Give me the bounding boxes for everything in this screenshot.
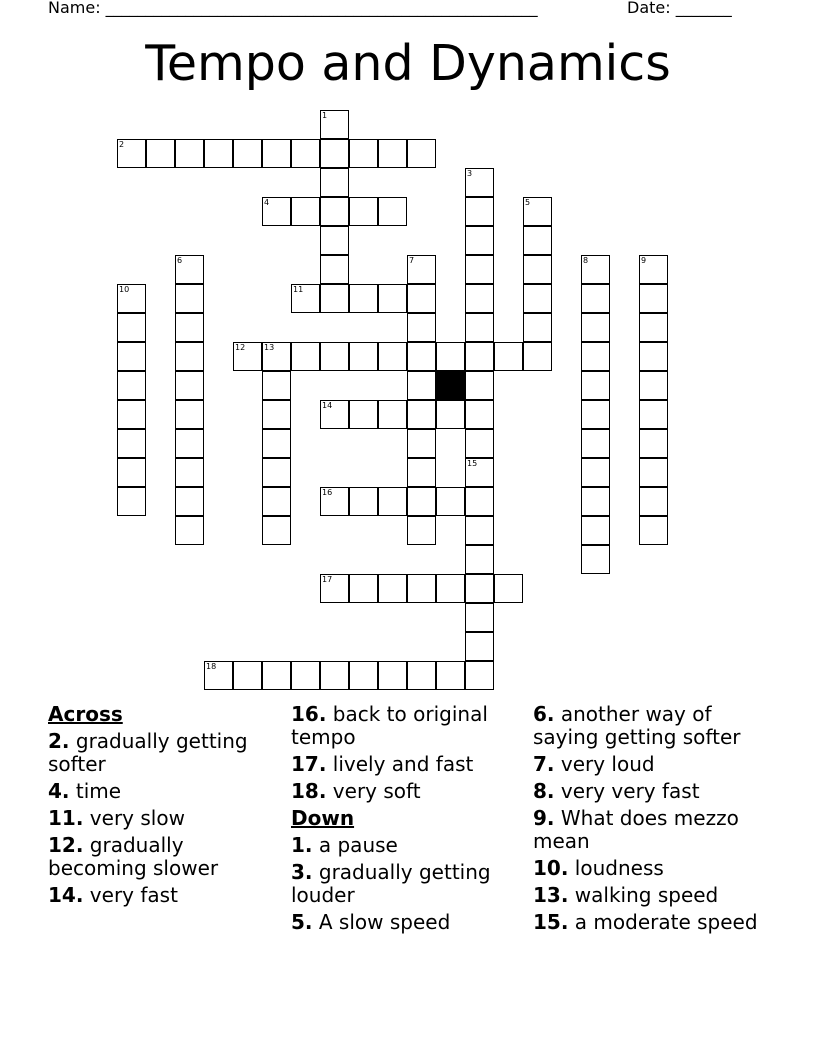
clue-down-1: 1. a pause: [291, 833, 398, 857]
grid-cell[interactable]: [581, 255, 610, 284]
cell-number: 6: [177, 256, 183, 265]
grid-cell[interactable]: [523, 284, 552, 313]
grid-cell[interactable]: [146, 139, 175, 168]
grid-cell[interactable]: [291, 284, 320, 313]
grid-cell[interactable]: [407, 284, 436, 313]
grid-cell[interactable]: [117, 487, 146, 516]
grid-cell[interactable]: [407, 487, 436, 516]
clue-column-1: [48, 703, 278, 911]
grid-cell[interactable]: [407, 516, 436, 545]
clue-column-2: [291, 703, 521, 938]
grid-cell[interactable]: [320, 110, 349, 139]
clue-down-5: 5. A slow speed: [291, 910, 451, 934]
grid-cell[interactable]: [523, 313, 552, 342]
grid-cell[interactable]: [465, 632, 494, 661]
grid-cell[interactable]: [639, 313, 668, 342]
grid-cell[interactable]: [494, 342, 523, 371]
grid-cell[interactable]: [349, 139, 378, 168]
grid-cell[interactable]: [349, 284, 378, 313]
grid-cell[interactable]: [291, 139, 320, 168]
grid-cell[interactable]: [175, 400, 204, 429]
grid-cell[interactable]: [262, 516, 291, 545]
cell-number: 12: [235, 343, 246, 352]
grid-cell[interactable]: [320, 197, 349, 226]
clue-down-6: 6. another way of saying getting softer: [533, 702, 741, 749]
grid-cell[interactable]: [523, 197, 552, 226]
grid-cell[interactable]: [465, 197, 494, 226]
clue-down-3: 3. gradually getting louder: [291, 860, 491, 907]
grid-cell[interactable]: [117, 139, 146, 168]
grid-cell[interactable]: [262, 661, 291, 690]
grid-cell[interactable]: [581, 284, 610, 313]
grid-cell[interactable]: [581, 313, 610, 342]
cell-number: 18: [206, 662, 217, 671]
grid-cell[interactable]: [175, 313, 204, 342]
grid-cell[interactable]: [378, 197, 407, 226]
grid-cell[interactable]: [262, 400, 291, 429]
grid-cell[interactable]: [465, 342, 494, 371]
cell-number: 9: [641, 256, 647, 265]
grid-cell[interactable]: [465, 516, 494, 545]
grid-cell[interactable]: [465, 574, 494, 603]
grid-cell[interactable]: [523, 255, 552, 284]
grid-cell[interactable]: [175, 342, 204, 371]
clue-down-8: 8. very very fast: [533, 779, 700, 803]
grid-cell[interactable]: [465, 603, 494, 632]
cell-number: 7: [409, 256, 415, 265]
grid-cell[interactable]: [349, 487, 378, 516]
grid-cell[interactable]: [204, 661, 233, 690]
grid-cell[interactable]: [581, 545, 610, 574]
grid-cell[interactable]: [581, 516, 610, 545]
cell-number: 14: [322, 401, 333, 410]
grid-cell[interactable]: [320, 139, 349, 168]
grid-cell[interactable]: [175, 371, 204, 400]
grid-cell[interactable]: [465, 458, 494, 487]
grid-cell[interactable]: [117, 342, 146, 371]
grid-cell[interactable]: [175, 284, 204, 313]
grid-cell[interactable]: [349, 197, 378, 226]
grid-cell[interactable]: [581, 342, 610, 371]
clue-across-4: 4. time: [48, 779, 122, 803]
down-heading: Down: [291, 806, 355, 830]
grid-cell[interactable]: [320, 342, 349, 371]
cell-number: 5: [525, 198, 531, 207]
grid-cell[interactable]: [639, 371, 668, 400]
grid-cell[interactable]: [320, 284, 349, 313]
grid-cell[interactable]: [378, 342, 407, 371]
grid-cell[interactable]: [262, 371, 291, 400]
grid-cell[interactable]: [175, 458, 204, 487]
grid-cell[interactable]: [407, 139, 436, 168]
grid-cell[interactable]: [407, 458, 436, 487]
grid-cell[interactable]: [407, 574, 436, 603]
cell-number: 11: [293, 285, 304, 294]
grid-cell[interactable]: [639, 487, 668, 516]
grid-cell[interactable]: [291, 197, 320, 226]
grid-cell[interactable]: [349, 400, 378, 429]
grid-cell[interactable]: [436, 574, 465, 603]
grid-cell[interactable]: [233, 661, 262, 690]
name-field-label: Name: ______________________________________________________: [48, 0, 538, 17]
grid-cell[interactable]: [175, 139, 204, 168]
grid-cell[interactable]: [233, 139, 262, 168]
clue-down-10: 10. loudness: [533, 856, 664, 880]
cell-number: 16: [322, 488, 333, 497]
clue-down-15: 15. a moderate speed: [533, 910, 758, 934]
grid-cell[interactable]: [175, 487, 204, 516]
grid-cell[interactable]: [639, 516, 668, 545]
grid-cell[interactable]: [378, 400, 407, 429]
grid-cell[interactable]: [465, 371, 494, 400]
grid-cell[interactable]: [436, 661, 465, 690]
grid-cell[interactable]: [465, 661, 494, 690]
grid-cell[interactable]: [465, 487, 494, 516]
grid-cell[interactable]: [175, 429, 204, 458]
cell-number: 10: [119, 285, 130, 294]
grid-cell[interactable]: [320, 255, 349, 284]
grid-cell[interactable]: [262, 487, 291, 516]
page-title: Tempo and Dynamics: [145, 35, 671, 92]
grid-cell[interactable]: [291, 661, 320, 690]
grid-cell[interactable]: [581, 487, 610, 516]
grid-cell[interactable]: [320, 400, 349, 429]
grid-cell[interactable]: [639, 342, 668, 371]
grid-cell[interactable]: [320, 574, 349, 603]
grid-cell[interactable]: [581, 429, 610, 458]
grid-cell[interactable]: [407, 371, 436, 400]
grid-block-cell: [436, 371, 465, 400]
clue-across-14: 14. very fast: [48, 883, 178, 907]
grid-cell[interactable]: [465, 284, 494, 313]
clue-across-11: 11. very slow: [48, 806, 185, 830]
grid-cell[interactable]: [581, 371, 610, 400]
clue-across-17: 17. lively and fast: [291, 752, 474, 776]
grid-cell[interactable]: [233, 342, 262, 371]
grid-cell[interactable]: [262, 139, 291, 168]
grid-cell[interactable]: [639, 458, 668, 487]
grid-cell[interactable]: [262, 197, 291, 226]
grid-cell[interactable]: [639, 429, 668, 458]
grid-cell[interactable]: [581, 458, 610, 487]
grid-cell[interactable]: [465, 313, 494, 342]
grid-cell[interactable]: [349, 342, 378, 371]
grid-cell[interactable]: [117, 371, 146, 400]
grid-cell[interactable]: [262, 342, 291, 371]
grid-cell[interactable]: [378, 487, 407, 516]
grid-cell[interactable]: [117, 284, 146, 313]
grid-cell[interactable]: [465, 400, 494, 429]
clue-column-3: [533, 703, 763, 938]
grid-cell[interactable]: [465, 429, 494, 458]
grid-cell[interactable]: [465, 168, 494, 197]
cell-number: 13: [264, 343, 275, 352]
clue-down-7: 7. very loud: [533, 752, 655, 776]
clue-across-2: 2. gradually getting softer: [48, 729, 248, 776]
grid-cell[interactable]: [581, 400, 610, 429]
grid-cell[interactable]: [378, 284, 407, 313]
grid-cell[interactable]: [320, 168, 349, 197]
grid-cell[interactable]: [349, 574, 378, 603]
grid-cell[interactable]: [262, 458, 291, 487]
grid-cell[interactable]: [523, 342, 552, 371]
clue-down-9: 9. What does mezzo mean: [533, 806, 739, 853]
cell-number: 4: [264, 198, 270, 207]
grid-cell[interactable]: [117, 458, 146, 487]
grid-cell[interactable]: [262, 429, 291, 458]
grid-cell[interactable]: [407, 255, 436, 284]
grid-cell[interactable]: [378, 661, 407, 690]
grid-cell[interactable]: [465, 255, 494, 284]
grid-cell[interactable]: [407, 661, 436, 690]
grid-cell[interactable]: [117, 400, 146, 429]
grid-cell[interactable]: [378, 139, 407, 168]
grid-cell[interactable]: [175, 516, 204, 545]
grid-cell[interactable]: [639, 400, 668, 429]
grid-cell[interactable]: [407, 429, 436, 458]
cell-number: 8: [583, 256, 589, 265]
cell-number: 3: [467, 169, 473, 178]
cell-number: 15: [467, 459, 478, 468]
grid-cell[interactable]: [639, 284, 668, 313]
grid-cell[interactable]: [378, 574, 407, 603]
grid-cell[interactable]: [407, 400, 436, 429]
clue-down-13: 13. walking speed: [533, 883, 719, 907]
clue-across-12: 12. gradually becoming slower: [48, 833, 219, 880]
clue-across-18: 18. very soft: [291, 779, 421, 803]
clue-across-16: 16. back to original tempo: [291, 702, 488, 749]
grid-cell[interactable]: [320, 661, 349, 690]
grid-cell[interactable]: [436, 400, 465, 429]
grid-cell[interactable]: [436, 487, 465, 516]
grid-cell[interactable]: [349, 661, 378, 690]
grid-cell[interactable]: [494, 574, 523, 603]
grid-cell[interactable]: [465, 226, 494, 255]
grid-cell[interactable]: [320, 487, 349, 516]
across-heading: Across: [48, 702, 123, 726]
date-field-label: Date: _______: [627, 0, 732, 17]
cell-number: 1: [322, 111, 328, 120]
grid-cell[interactable]: [523, 226, 552, 255]
grid-cell[interactable]: [117, 429, 146, 458]
cell-number: 17: [322, 575, 333, 584]
grid-cell[interactable]: [639, 255, 668, 284]
grid-cell[interactable]: [320, 226, 349, 255]
grid-cell[interactable]: [407, 313, 436, 342]
grid-cell[interactable]: [436, 342, 465, 371]
grid-cell[interactable]: [175, 255, 204, 284]
grid-cell[interactable]: [117, 313, 146, 342]
grid-cell[interactable]: [291, 342, 320, 371]
grid-cell[interactable]: [465, 545, 494, 574]
cell-number: 2: [119, 140, 125, 149]
grid-cell[interactable]: [204, 139, 233, 168]
grid-cell[interactable]: [407, 342, 436, 371]
